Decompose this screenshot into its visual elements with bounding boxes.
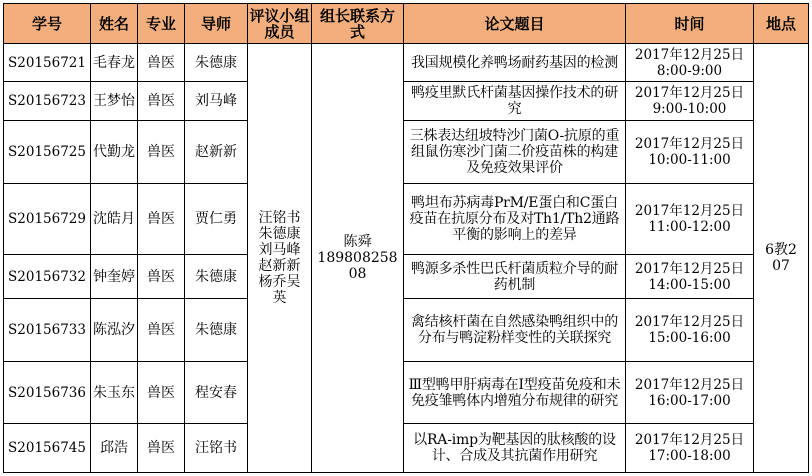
date-text: 2017年12月25日: [634, 260, 745, 277]
time-cell: [626, 254, 754, 298]
time-cell: [626, 424, 754, 473]
major-cell: 兽医: [138, 44, 185, 82]
major-cell: 兽医: [138, 361, 185, 424]
date-text: 2017年12月25日: [634, 314, 745, 331]
leader-name: 陈舜: [343, 234, 372, 250]
header-thesis-title: 论文题目: [404, 4, 626, 44]
thesis-title-cell: Ⅲ型鸭甲肝病毒在Ⅰ型疫苗免疫和未免疫雏鸭体内增殖分布规律的研究: [404, 361, 626, 424]
date-text: 2017年12月25日: [634, 203, 745, 220]
date-text: 2017年12月25日: [634, 85, 745, 102]
header-location: 地点: [754, 4, 809, 44]
advisor-cell: 程安春: [185, 361, 248, 424]
table-row: [4, 361, 809, 424]
header-leader-contact: 组长联系方式: [312, 4, 404, 44]
date-text: 2017年12月25日: [634, 46, 745, 63]
student-id-cell: S20156745: [4, 424, 91, 473]
student-id-cell: S20156732: [4, 254, 91, 298]
major-cell: 兽医: [138, 184, 185, 255]
student-name-cell: 钟奎婷: [91, 254, 138, 298]
time-slot-text: 16:00-17:00: [648, 392, 731, 409]
advisor-cell: 赵新新: [185, 120, 248, 184]
time-cell: [626, 361, 754, 424]
major-cell: 兽医: [138, 424, 185, 473]
advisor-cell: 贾仁勇: [185, 184, 248, 255]
student-name-cell: 沈皓月: [91, 184, 138, 255]
time-cell: [626, 184, 754, 255]
header-major: 专业: [138, 4, 185, 44]
table-row: [4, 424, 809, 473]
student-id-cell: S20156721: [4, 44, 91, 82]
location-cell: [754, 44, 809, 473]
student-id-cell: S20156736: [4, 361, 91, 424]
time-slot-text: 15:00-16:00: [648, 330, 731, 347]
header-time: 时间: [626, 4, 754, 44]
advisor-cell: 朱德康: [185, 254, 248, 298]
thesis-title-cell: 以RA-imp为靶基因的肽核酸的设计、合成及其抗菌作用研究: [404, 424, 626, 473]
time-slot-text: 10:00-11:00: [648, 151, 731, 168]
time-slot-text: 9:00-10:00: [652, 101, 727, 118]
thesis-title-cell: 鸭坦布苏病毒PrM/E蛋白和C蛋白疫苗在抗原分布及对Th1/Th2通路平衡的影响上的差异: [404, 184, 626, 255]
major-cell: 兽医: [138, 254, 185, 298]
time-cell: [626, 299, 754, 362]
table-row: [4, 44, 809, 82]
header-committee: 评议小组成员: [248, 4, 312, 44]
table-row: [4, 82, 809, 120]
committee-members-text: 汪铭书朱德康刘马峰赵新新杨乔吴英: [258, 210, 301, 306]
student-name-cell: 朱玉东: [91, 361, 138, 424]
thesis-title-cell: 鸭疫里默氏杆菌基因操作技术的研究: [404, 82, 626, 120]
table-row: [4, 299, 809, 362]
student-name-cell: 代勤龙: [91, 120, 138, 184]
date-text: 2017年12月25日: [634, 432, 745, 449]
student-id-cell: S20156723: [4, 82, 91, 120]
student-id-cell: S20156733: [4, 299, 91, 362]
thesis-title-cell: 三株表达纽坡特沙门菌O-抗原的重组鼠伤寒沙门菌二价疫苗株的构建及免疫效果评价: [404, 120, 626, 184]
table-row: [4, 184, 809, 255]
student-name-cell: 毛春龙: [91, 44, 138, 82]
table-row: [4, 120, 809, 184]
table-row: [4, 254, 809, 298]
thesis-title-cell: 鸭源多杀性巴氏杆菌质粒介导的耐药机制: [404, 254, 626, 298]
location-text: 6教207: [765, 242, 797, 274]
student-name-cell: 陈泓汐: [91, 299, 138, 362]
date-text: 2017年12月25日: [634, 376, 745, 393]
advisor-cell: 汪铭书: [185, 424, 248, 473]
student-id-cell: S20156729: [4, 184, 91, 255]
student-name-cell: 邱浩: [91, 424, 138, 473]
time-cell: [626, 120, 754, 184]
advisor-cell: 刘马峰: [185, 82, 248, 120]
header-row: [4, 4, 809, 44]
time-cell: [626, 82, 754, 120]
advisor-cell: 朱德康: [185, 299, 248, 362]
time-slot-text: 8:00-9:00: [656, 62, 723, 79]
time-slot-text: 17:00-18:00: [648, 448, 731, 465]
major-cell: 兽医: [138, 299, 185, 362]
thesis-title-cell: 禽结核杆菌在自然感染鸭组织中的分布与鸭淀粉样变性的关联探究: [404, 299, 626, 362]
committee-members-cell: [248, 44, 312, 473]
advisor-cell: 朱德康: [185, 44, 248, 82]
header-advisor: 导师: [185, 4, 248, 44]
date-text: 2017年12月25日: [634, 135, 745, 152]
time-slot-text: 11:00-12:00: [648, 219, 731, 236]
major-cell: 兽医: [138, 120, 185, 184]
student-id-cell: S20156725: [4, 120, 91, 184]
leader-phone: 18980825808: [317, 250, 398, 282]
student-name-cell: 王梦怡: [91, 82, 138, 120]
header-student-id: 学号: [4, 4, 91, 44]
time-slot-text: 14:00-15:00: [648, 276, 731, 293]
time-cell: [626, 44, 754, 82]
thesis-title-cell: 我国规模化养鸭场耐药基因的检测: [404, 44, 626, 82]
defense-schedule-table: [3, 3, 809, 473]
major-cell: 兽医: [138, 82, 185, 120]
header-name: 姓名: [91, 4, 138, 44]
leader-contact-cell: [312, 44, 404, 473]
